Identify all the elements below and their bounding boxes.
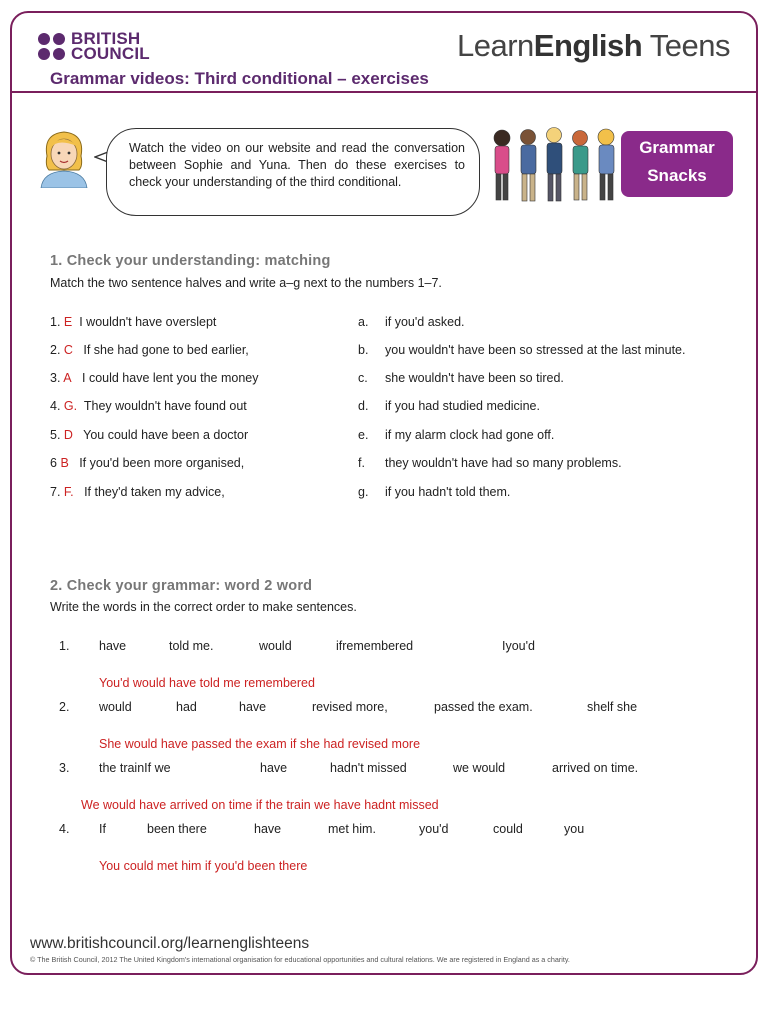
word-chip: you'd <box>419 822 449 836</box>
section1-heading: 1. Check your understanding: matching <box>50 253 331 269</box>
sophie-avatar-icon <box>35 126 93 188</box>
word-chip: had <box>176 700 197 714</box>
word-chip: have <box>99 639 127 653</box>
answer-4: G. <box>63 399 78 413</box>
match-right-c: c. she wouldn't have been so tired. <box>358 371 564 385</box>
answer-6: B <box>60 456 69 470</box>
word-chip: shelf she <box>587 700 638 714</box>
british-council-logo <box>38 31 150 61</box>
question-2-number: 2. <box>59 700 70 714</box>
word-chip: have <box>260 761 288 775</box>
question-4-number: 4. <box>59 822 70 836</box>
logo-line-2: COUNCIL <box>71 44 150 63</box>
match-right-a: a. if you'd asked. <box>358 315 465 329</box>
answer-line-4: You could met him if you'd been there <box>99 859 308 873</box>
section1-instruction: Match the two sentence halves and write a–g next to the numbers 1–7. <box>50 276 442 290</box>
title-divider <box>11 91 757 93</box>
match-left-1: 1. E I wouldn't have overslept <box>50 315 217 329</box>
word-chip: would <box>259 639 292 653</box>
match-left-5: 5. D You could have been a doctor <box>50 428 249 442</box>
match-right-e: e. if my alarm clock had gone off. <box>358 428 555 442</box>
question-3-number: 3. <box>59 761 70 775</box>
match-left-6: 6 B If you'd been more organised, <box>50 456 245 470</box>
answer-line-3: We would have arrived on time if the train we have hadnt missed <box>81 798 439 812</box>
match-left-4: 4. G. They wouldn't have found out <box>50 399 247 413</box>
word-chip: passed the exam. <box>434 700 533 714</box>
word-chip: have <box>254 822 282 836</box>
intro-speech-bubble: Watch the video on our website and read the conversation between Sophie and Yuna. Then do these exercises to check your understanding of the third conditional. <box>106 128 480 216</box>
word-chip: the trainIf we <box>99 761 171 775</box>
word-chip: could <box>493 822 523 836</box>
match-right-b: b. you wouldn't have been so stressed at the last minute. <box>358 343 686 357</box>
answer-5: D <box>63 428 73 442</box>
question-1-number: 1. <box>59 639 70 653</box>
page-title: Grammar videos: Third conditional – exercises <box>50 69 429 88</box>
match-right-g: g. if you hadn't told them. <box>358 485 511 499</box>
answer-1: E <box>63 315 73 329</box>
logo-dots-icon <box>38 33 65 60</box>
word-chip: If <box>99 822 106 836</box>
word-chip: hadn't missed <box>330 761 407 775</box>
section2-instruction: Write the words in the correct order to make sentences. <box>50 600 357 614</box>
section2-heading: 2. Check your grammar: word 2 word <box>50 578 313 594</box>
match-left-7: 7. F. If they'd taken my advice, <box>50 485 225 499</box>
word-chip: told me. <box>169 639 214 653</box>
word-chip: arrived on time. <box>552 761 639 775</box>
answer-2: C <box>63 343 73 357</box>
word-chip: would <box>99 700 132 714</box>
match-right-d: d. if you had studied medicine. <box>358 399 540 413</box>
match-left-3: 3. A I could have lent you the money <box>50 371 259 385</box>
word-chip: Iyou'd <box>502 639 535 653</box>
teens-group-illustration <box>488 124 628 206</box>
footer-copyright: © The British Council, 2012 The United Kingdom's international organisation for educational opportunities and cultural relations. We are registered in England as a charity. <box>30 955 570 964</box>
word-chip: met him. <box>328 822 376 836</box>
answer-7: F. <box>63 485 74 499</box>
answer-3: A <box>63 371 72 385</box>
word-chip: you <box>564 822 585 836</box>
learnenglish-teens-logo: LearnEnglish Teens <box>456 28 730 63</box>
logo-line-1: BRITISH <box>71 29 141 48</box>
word-chip: revised more, <box>312 700 388 714</box>
answer-line-2: She would have passed the exam if she had revised more <box>99 737 421 751</box>
word-chip: ifremembered <box>336 639 414 653</box>
grammar-snacks-badge: Grammar Snacks <box>621 131 733 197</box>
answer-line-1: You'd would have told me remembered <box>99 676 315 690</box>
match-right-f: f. they wouldn't have had so many problems. <box>358 456 622 470</box>
footer-url[interactable]: www.britishcouncil.org/learnenglishteens <box>30 935 310 952</box>
word-chip: we would <box>453 761 506 775</box>
word-chip: have <box>239 700 267 714</box>
match-left-2: 2. C If she had gone to bed earlier, <box>50 343 249 357</box>
word-chip: been there <box>147 822 207 836</box>
